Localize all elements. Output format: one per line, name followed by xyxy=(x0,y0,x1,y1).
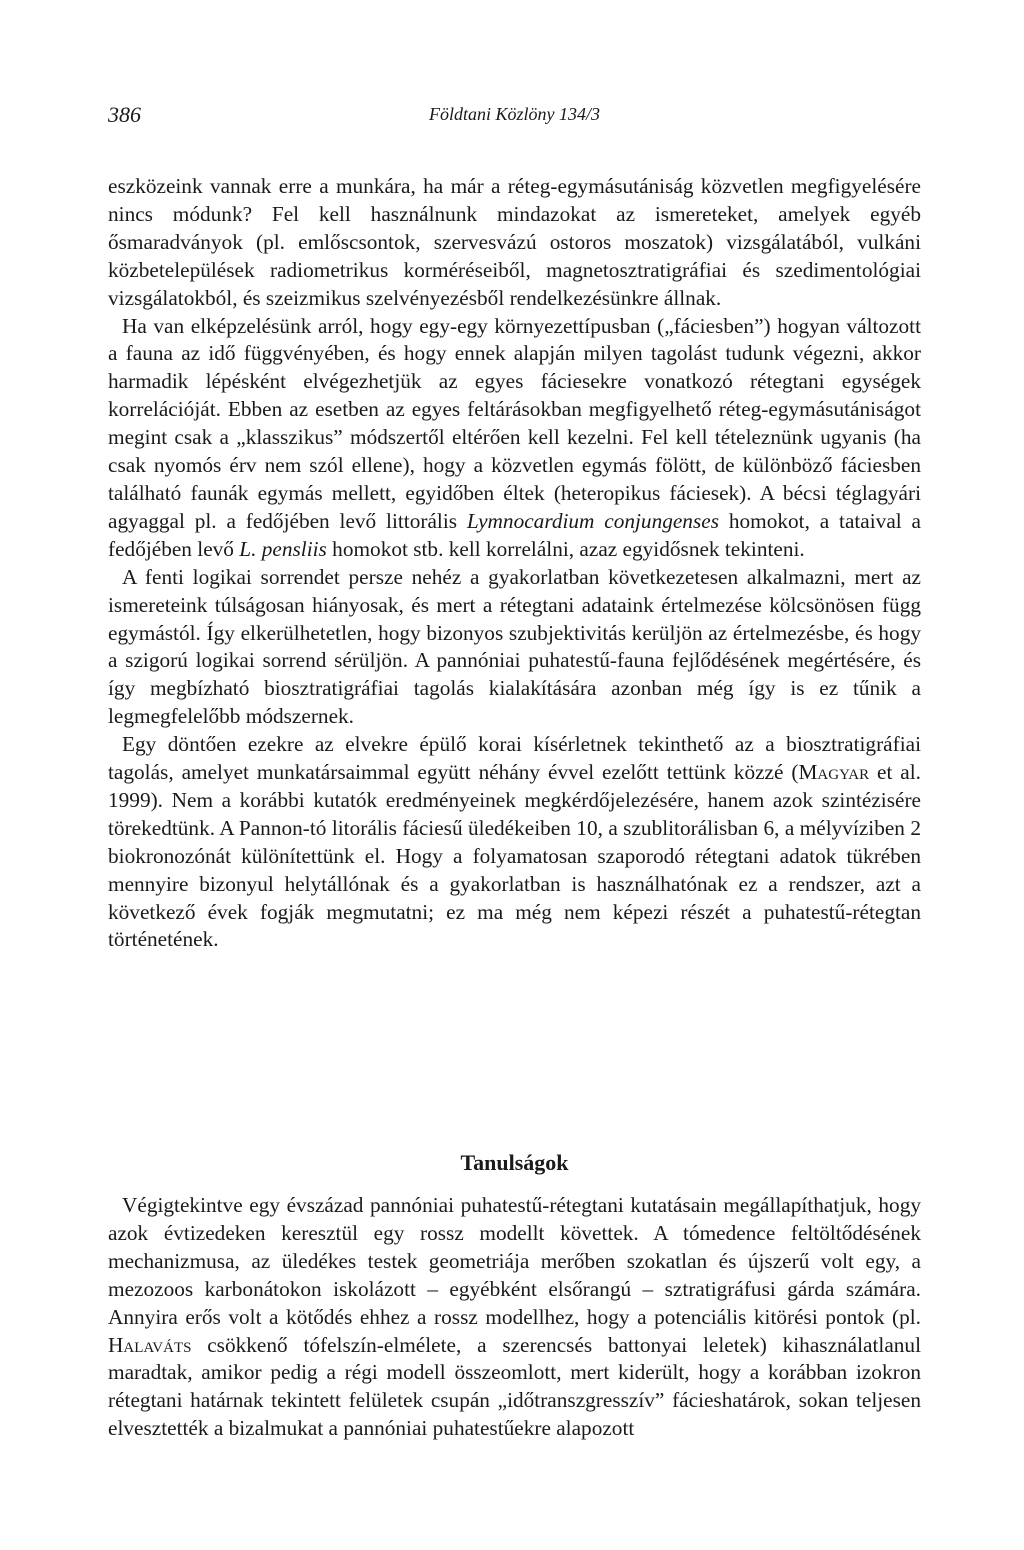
paragraph-1: eszközeink vannak erre a munkára, ha már a réteg-egymásutániság közvetlen megfigyelésére nincs módunk? Fel kell használnunk mindazokat az ismereteket, amelyek egyéb ősmaradványok (pl. emlőscsontok, szervesvázú ostoros moszatok) vizsgálatából, vulkáni közbetelepülések radiometrikus korméréseiből, magnetosztratigráfiai és szedimentológiai vizsgálatokból, és szeizmikus szelvényezésből rendelkezésünkre állnak. xyxy=(108,174,921,310)
paragraph-2 xyxy=(108,313,921,564)
taxon-name: Lymnocardium conjungenses xyxy=(466,508,719,533)
paragraph-4-text-b: et al. 1999). Nem a korábbi kutatók eredményeinek megkérdőjelezésére, hanem azok szintézisére törekedtünk. A Pannon-tó litorális fáciesű üledékeiben 10, a szublitorálisban 6, a mélyvíziben 2 biokronozónát különítettünk el. Hogy a folyamatosan szaporodó rétegtani adatok tükrében mennyire bizonyul helytállónak és a gyakorlatban is használhatónak ez a rendszer, azt a következő évek fogják megmutatni; ez ma még nem képezi részét a puhatestű-rétegtan történetének. xyxy=(108,760,921,952)
author-citation: Magyar xyxy=(798,760,870,785)
paragraph-4-text-a: Egy döntően ezekre az elvekre épülő korai kísérletnek tekinthető az a biosztratigráfiai tagolás, amelyet munkatársaimmal együtt néhány évvel ezelőtt tettünk közzé ( xyxy=(108,732,921,785)
page-header xyxy=(108,102,921,132)
section-paragraph-1-text-a: Végigtekintve egy évszázad pannóniai puhatestű-rétegtani kutatásain megállapíthatjuk, hogy azok évtizedeken keresztül egy rossz modellt követtek. A tómedence feltöltődésének mechanizmusa, az üledékes testek geometriája merőben szokatlan és újszerű volt egy, a mezozoos karbonátokon iskolázott – egyébként elsőrangú – sztratigráfusi gárda számára. Annyira erős volt a kötődés ehhez a rossz modellhez, hogy a potenciális kitörési pontok (pl. xyxy=(108,1193,921,1329)
paragraph-2-text-a: Ha van elképzelésünk arról, hogy egy-egy környezettípusban („fáciesben”) hogyan változott a fauna az idő függvényében, és hogy ennek alapján milyen tagolást tudunk végezni, akkor harmadik lépésként elvégezhetjük az egyes fáciesekre vonatkozó rétegtani egységek korrelációját. Ebben az esetben az egyes feltárásokban megfigyelhető réteg-egymásutániságot megint csak a „klasszikus” módszertől eltérően kell kezelni. Fel kell tételeznünk ugyanis (ha csak nyomós érv nem szól ellene), hogy a közvetlen egymás fölött, de különböző fáciesben található faunák egymás mellett, egyidőben éltek (heteropikus fáciesek). A bécsi téglagyári agyaggal pl. a fedőjében levő littorális xyxy=(108,313,921,533)
taxon-name: L. pensliis xyxy=(239,536,327,561)
paragraph-2-text-b: homokot, a tataival a fedőjében levő xyxy=(108,508,921,561)
paragraph-4 xyxy=(108,731,921,954)
section-text xyxy=(108,1192,921,1443)
page-number: 386 xyxy=(108,102,141,127)
paragraph-3: A fenti logikai sorrendet persze nehéz a gyakorlatban következetesen alkalmazni, mert az ismereteink túlságosan hiányosak, és mert a rétegtani adataink értelmezése kölcsönösen függ egymástól. Így elkerülhetetlen, hogy bizonyos szubjektivitás kerüljön az értelmezésbe, és hogy a szigorú logikai sorrend sérüljön. A pannóniai puhatestű-fauna fejlődésének megértésére, és így megbízható biosztratigráfiai tagolás kialakítására azonban még így is ez tűnik a legmegfelelőbb módszernek. xyxy=(108,564,921,729)
body-text xyxy=(108,173,921,954)
section-heading: Tanulságok xyxy=(460,1150,569,1175)
section-paragraph-1 xyxy=(108,1192,921,1443)
section-paragraph-1-text-b: csökkenő tófelszín-elmélete, a szerencsés battonyai leletek) kihasználatlanul maradtak, amikor pedig a régi modell összeomlott, mert kiderült, hogy a korábban izokron rétegtani határnak tekintett felületek csupán „időtranszgresszív” fácieshatárok, sokan teljesen elvesztették a bizalmukat a pannóniai puhatestűekre alapozott xyxy=(108,1332,921,1441)
paragraph-2-text-c: homokot stb. kell korrelálni, azaz egyidősnek tekinteni. xyxy=(326,536,805,561)
author-citation: Halaváts xyxy=(108,1332,192,1357)
journal-title: Földtani Közlöny 134/3 xyxy=(429,104,600,124)
